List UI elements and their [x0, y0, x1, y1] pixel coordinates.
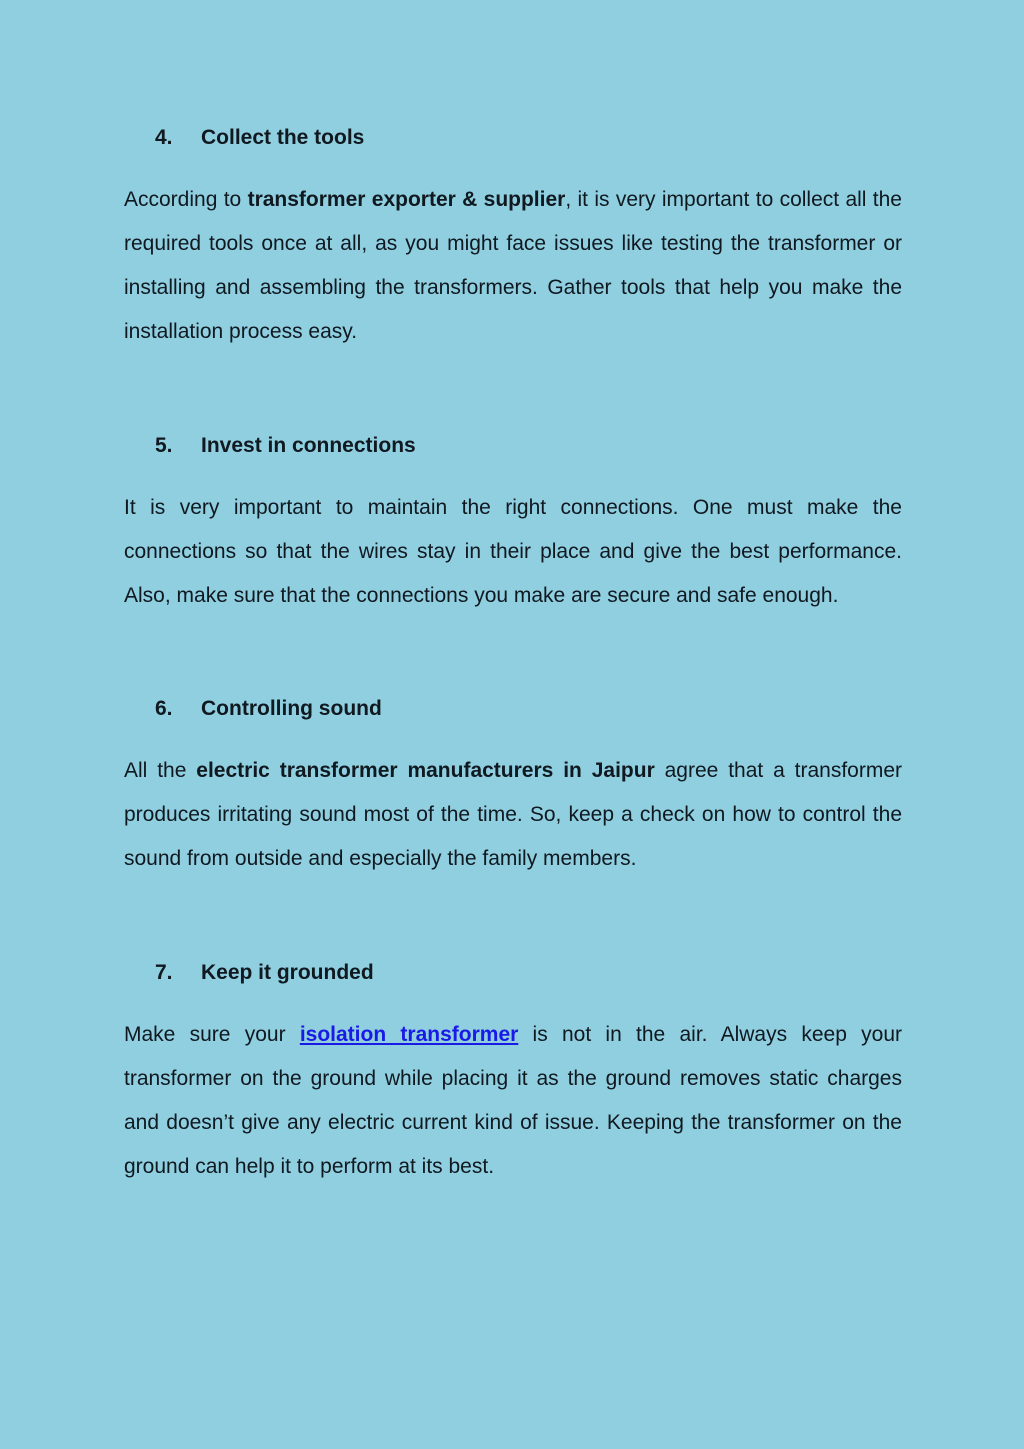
section-heading-controlling-sound [155, 694, 382, 724]
paragraph-text: is not in the air. Always keep your transformer on the ground while placing it as the ground removes static charges and doesn’t give any electric current kind of issue. Keeping the transformer on the ground can help it to perform at its best. [124, 1023, 902, 1178]
section-heading-keep-grounded [155, 958, 374, 988]
section-number: 4. [155, 126, 173, 149]
paragraph-controlling-sound [124, 749, 902, 881]
section-title: Keep it grounded [201, 961, 374, 984]
section-number: 6. [155, 697, 173, 720]
section-number: 5. [155, 434, 173, 457]
paragraph-text: All the [124, 759, 197, 782]
section-heading-collect-tools [155, 123, 364, 153]
section-title: Controlling sound [201, 697, 382, 720]
section-number: 7. [155, 961, 173, 984]
paragraph-text: Make sure your [124, 1023, 300, 1046]
paragraph-text: , it is very important to collect all the required tools once at all, as you might face issues like testing the transformer or installing and assembling the transformers. Gather tools that help you make the installation process easy. [124, 188, 902, 343]
paragraph-collect-tools [124, 178, 902, 354]
section-title: Invest in connections [201, 434, 416, 457]
bold-phrase: transformer exporter & supplier [247, 188, 566, 211]
section-title: Collect the tools [201, 126, 365, 149]
paragraph-text: It is very important to maintain the right connections. One must make the connections so that the wires stay in their place and give the best performance. Also, make sure that the connections you make are secure and safe enough. [124, 496, 902, 607]
section-heading-invest-connections [155, 431, 416, 461]
paragraph-text: According to [124, 188, 248, 211]
paragraph-invest-connections [124, 486, 902, 618]
paragraph-text: agree that a transformer produces irritating sound most of the time. So, keep a check on how to control the sound from outside and especially the family members. [124, 759, 903, 870]
bold-phrase: electric transformer manufacturers in Jaipur [196, 759, 655, 782]
paragraph-keep-grounded [124, 1013, 902, 1189]
isolation-transformer-link[interactable]: isolation transformer [299, 1023, 519, 1046]
